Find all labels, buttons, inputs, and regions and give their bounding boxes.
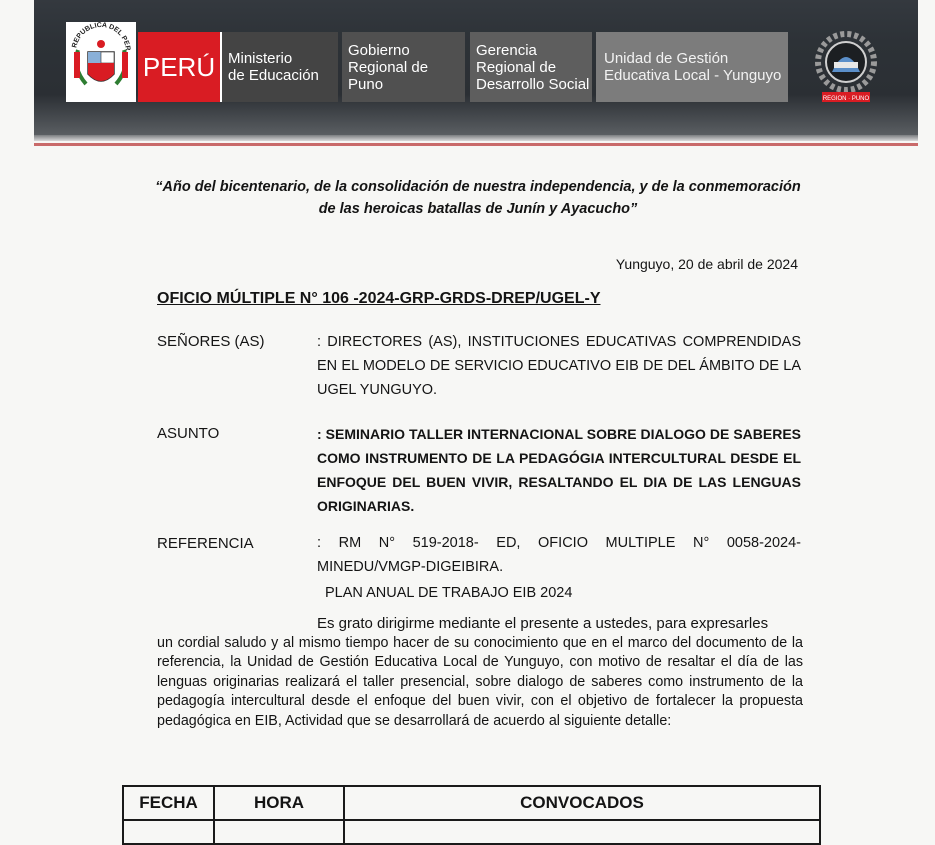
oficio-title: OFICIO MÚLTIPLE N° 106 -2024-GRP-GRDS-DREP/UGEL-Y — [157, 290, 601, 307]
peru-label: PERÚ — [138, 32, 222, 102]
ugel-box — [596, 32, 788, 102]
body-rest: un cordial saludo y al mismo tiempo hacer de su conocimiento que en el marco del documento de la referencia, la Unidad de Gestión Educativa Local de Yunguyo, con motivo de resaltar el día de las lenguas originarias realizará el taller presencial, sobre dialogo de saberes como instrumento de la pedagogía intercultural desde el enfoque del buen vivir, con el objetivo de fortalecer la propuesta pedagógica en EIB, Actividad que se desarrollará de acuerdo al siguiente detalle: — [157, 634, 803, 729]
ministry-line1: Ministerio — [228, 50, 293, 67]
ugel-emblem-logo — [808, 22, 884, 118]
referencia-value: : RM N° 519-2018- ED, OFICIO MULTIPLE N° 0058-2024-MINEDU/VMGP-DIGEIBIRA. — [317, 535, 801, 575]
gerencia-line3: Desarrollo Social — [476, 75, 590, 93]
col-hora: HORA — [214, 786, 344, 820]
senores-label: SEÑORES (AS) — [157, 333, 265, 350]
regional-gov-line2: Regional de Puno — [348, 58, 429, 93]
year-motto-line2: de las heroicas batallas de Junín y Ayacucho” — [318, 201, 638, 217]
ministry-line2: de Educación — [228, 67, 319, 84]
coat-of-arms-logo — [66, 22, 136, 102]
gerencia-line2: Regional de — [476, 58, 557, 76]
table-row — [123, 820, 820, 844]
ugel-line2: Educativa Local - Yunguyo — [604, 67, 782, 84]
year-motto — [120, 176, 836, 220]
header-banner-edge — [34, 135, 918, 141]
year-motto-line1: “Año del bicentenario, de la consolidación de nuestra independencia, y de la conmemoración — [155, 179, 801, 195]
document-date: Yunguyo, 20 de abril de 2024 — [615, 256, 798, 272]
table-cell — [123, 820, 214, 844]
schedule-table — [122, 785, 821, 845]
ministry-box — [222, 32, 338, 102]
col-fecha: FECHA — [123, 786, 214, 820]
body-paragraph — [157, 614, 803, 732]
referencia-value-2: PLAN ANUAL DE TRABAJO EIB 2024 — [325, 585, 573, 601]
logo-caption: REGION · PUNO — [822, 96, 870, 102]
referencia-label: REFERENCIA — [157, 535, 254, 552]
asunto-value: : SEMINARIO TALLER INTERNACIONAL SOBRE DIALOGO DE SABERES COMO INSTRUMENTO DE LA PEDAGÓGIA INTERCULTURAL DESDE EL ENFOQUE DEL BUEN VIVIR, RESALTANDO EL DIA DE LAS LENGUAS ORIGINARIAS. — [317, 426, 801, 514]
regional-gov-box — [342, 32, 465, 102]
senores-value: : DIRECTORES (AS), INSTITUCIONES EDUCATIVAS COMPRENDIDAS EN EL MODELO DE SERVICIO EDUCATIVO EIB DE DEL ÁMBITO DE LA UGEL YUNGUYO. — [317, 334, 801, 398]
regional-gov-line1: Gobierno — [348, 41, 410, 59]
gerencia-box — [470, 32, 592, 102]
asunto-label: ASUNTO — [157, 425, 220, 442]
ugel-line1: Unidad de Gestión — [604, 50, 729, 67]
table-header-row — [123, 786, 820, 820]
gerencia-line1: Gerencia — [476, 41, 537, 59]
body-first-line: Es grato dirigirme mediante el presente a ustedes, para expresarles — [317, 615, 769, 632]
col-convocados: CONVOCADOS — [344, 786, 820, 820]
table-cell — [214, 820, 344, 844]
table-cell — [344, 820, 820, 844]
header-rule — [34, 143, 918, 146]
coat-of-arms-text: REPUBLICA DEL PER — [71, 22, 132, 52]
